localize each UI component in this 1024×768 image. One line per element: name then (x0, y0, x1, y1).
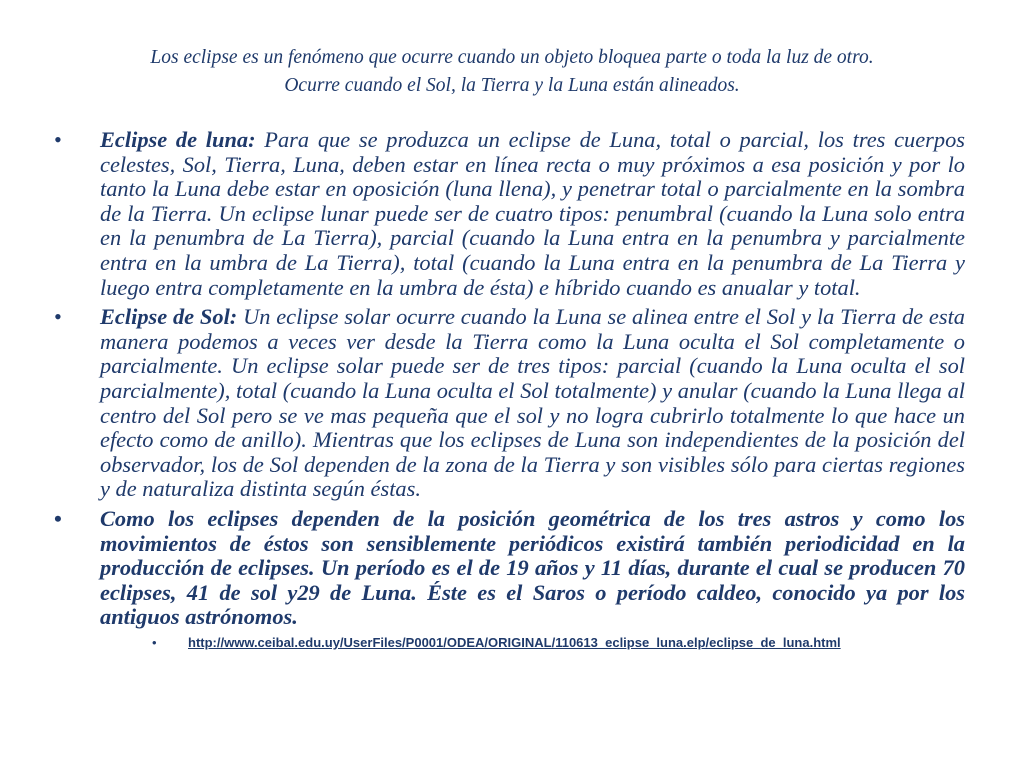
intro-text (60, 44, 964, 100)
intro-line-2: Ocurre cuando el Sol, la Tierra y la Luna están alineados. (284, 75, 740, 96)
source-link[interactable]: http://www.ceibal.edu.uy/UserFiles/P0001/ODEA/ORIGINAL/110613_eclipse_luna.elp/eclipse_de_luna.html (188, 634, 841, 650)
bullet-icon: • (54, 505, 62, 531)
source-bullet (54, 635, 965, 651)
bullet-icon: • (54, 127, 62, 152)
bullet-eclipse-de-sol (54, 305, 965, 502)
bullet-eclipse-de-luna (54, 128, 965, 300)
bullet-term: Eclipse de luna: (100, 127, 256, 152)
bullet-text: Un eclipse solar ocurre cuando la Luna se alinea entre el Sol y la Tierra de esta manera podemos a veces ver desde la Tierra como la Luna oculta el Sol completamente o parcialmente. Un eclipse solar puede ser de tres tipos: parcial (cuando la Luna oculta el sol parcialmente), total (cuando la Luna oculta el Sol totalmente) y anular (cuando la Luna llega al centro del Sol pero se ve mas pequeña que el sol y no logra cubrirlo totalmente lo que hace un efecto como de anillo). Mientras que los eclipses de Luna son independientes de la posición del observador, los de Sol dependen de la zona de la Tierra y son visibles sólo para ciertas regiones y de naturaliza distinta según éstas. (100, 304, 965, 502)
bullet-term: Eclipse de Sol: (100, 304, 238, 330)
bullet-icon: • (152, 634, 157, 650)
bullet-text: Como los eclipses dependen de la posición geométrica de los tres astros y como los movimientos de éstos son sensiblemente periódicos existirá también periodicidad en la producción de eclipses. Un período es el de 19 años y 11 días, durante el cual se producen 70 eclipses, 41 de sol y29 de Luna. Éste es el Saros o período caldeo, conocido ya por los antiguos astrónomos. (100, 505, 965, 630)
bullet-list (54, 128, 965, 651)
bullet-text: Para que se produzca un eclipse de Luna, total o parcial, los tres cuerpos celestes, Sol, Tierra, Luna, deben estar en línea recta o muy próximos a esa posición y por lo tanto la Luna debe estar en oposición (luna llena), y penetrar total o parcialmente en la sombra de la Tierra. Un eclipse lunar puede ser de cuatro tipos: penumbral (cuando la Luna solo entra en la penumbra de La Tierra), parcial (cuando la Luna entra en la penumbra y parcialmente entra en la umbra de La Tierra), total (cuando la Luna entra en la penumbra de La Tierra y luego entra completamente en la umbra de ésta) e híbrido cuando es anualar y total. (100, 127, 965, 300)
bullet-icon: • (54, 304, 62, 330)
intro-line-1: Los eclipse es un fenómeno que ocurre cuando un objeto bloquea parte o toda la luz de otro. (150, 47, 874, 68)
bullet-periodicidad (54, 507, 965, 630)
